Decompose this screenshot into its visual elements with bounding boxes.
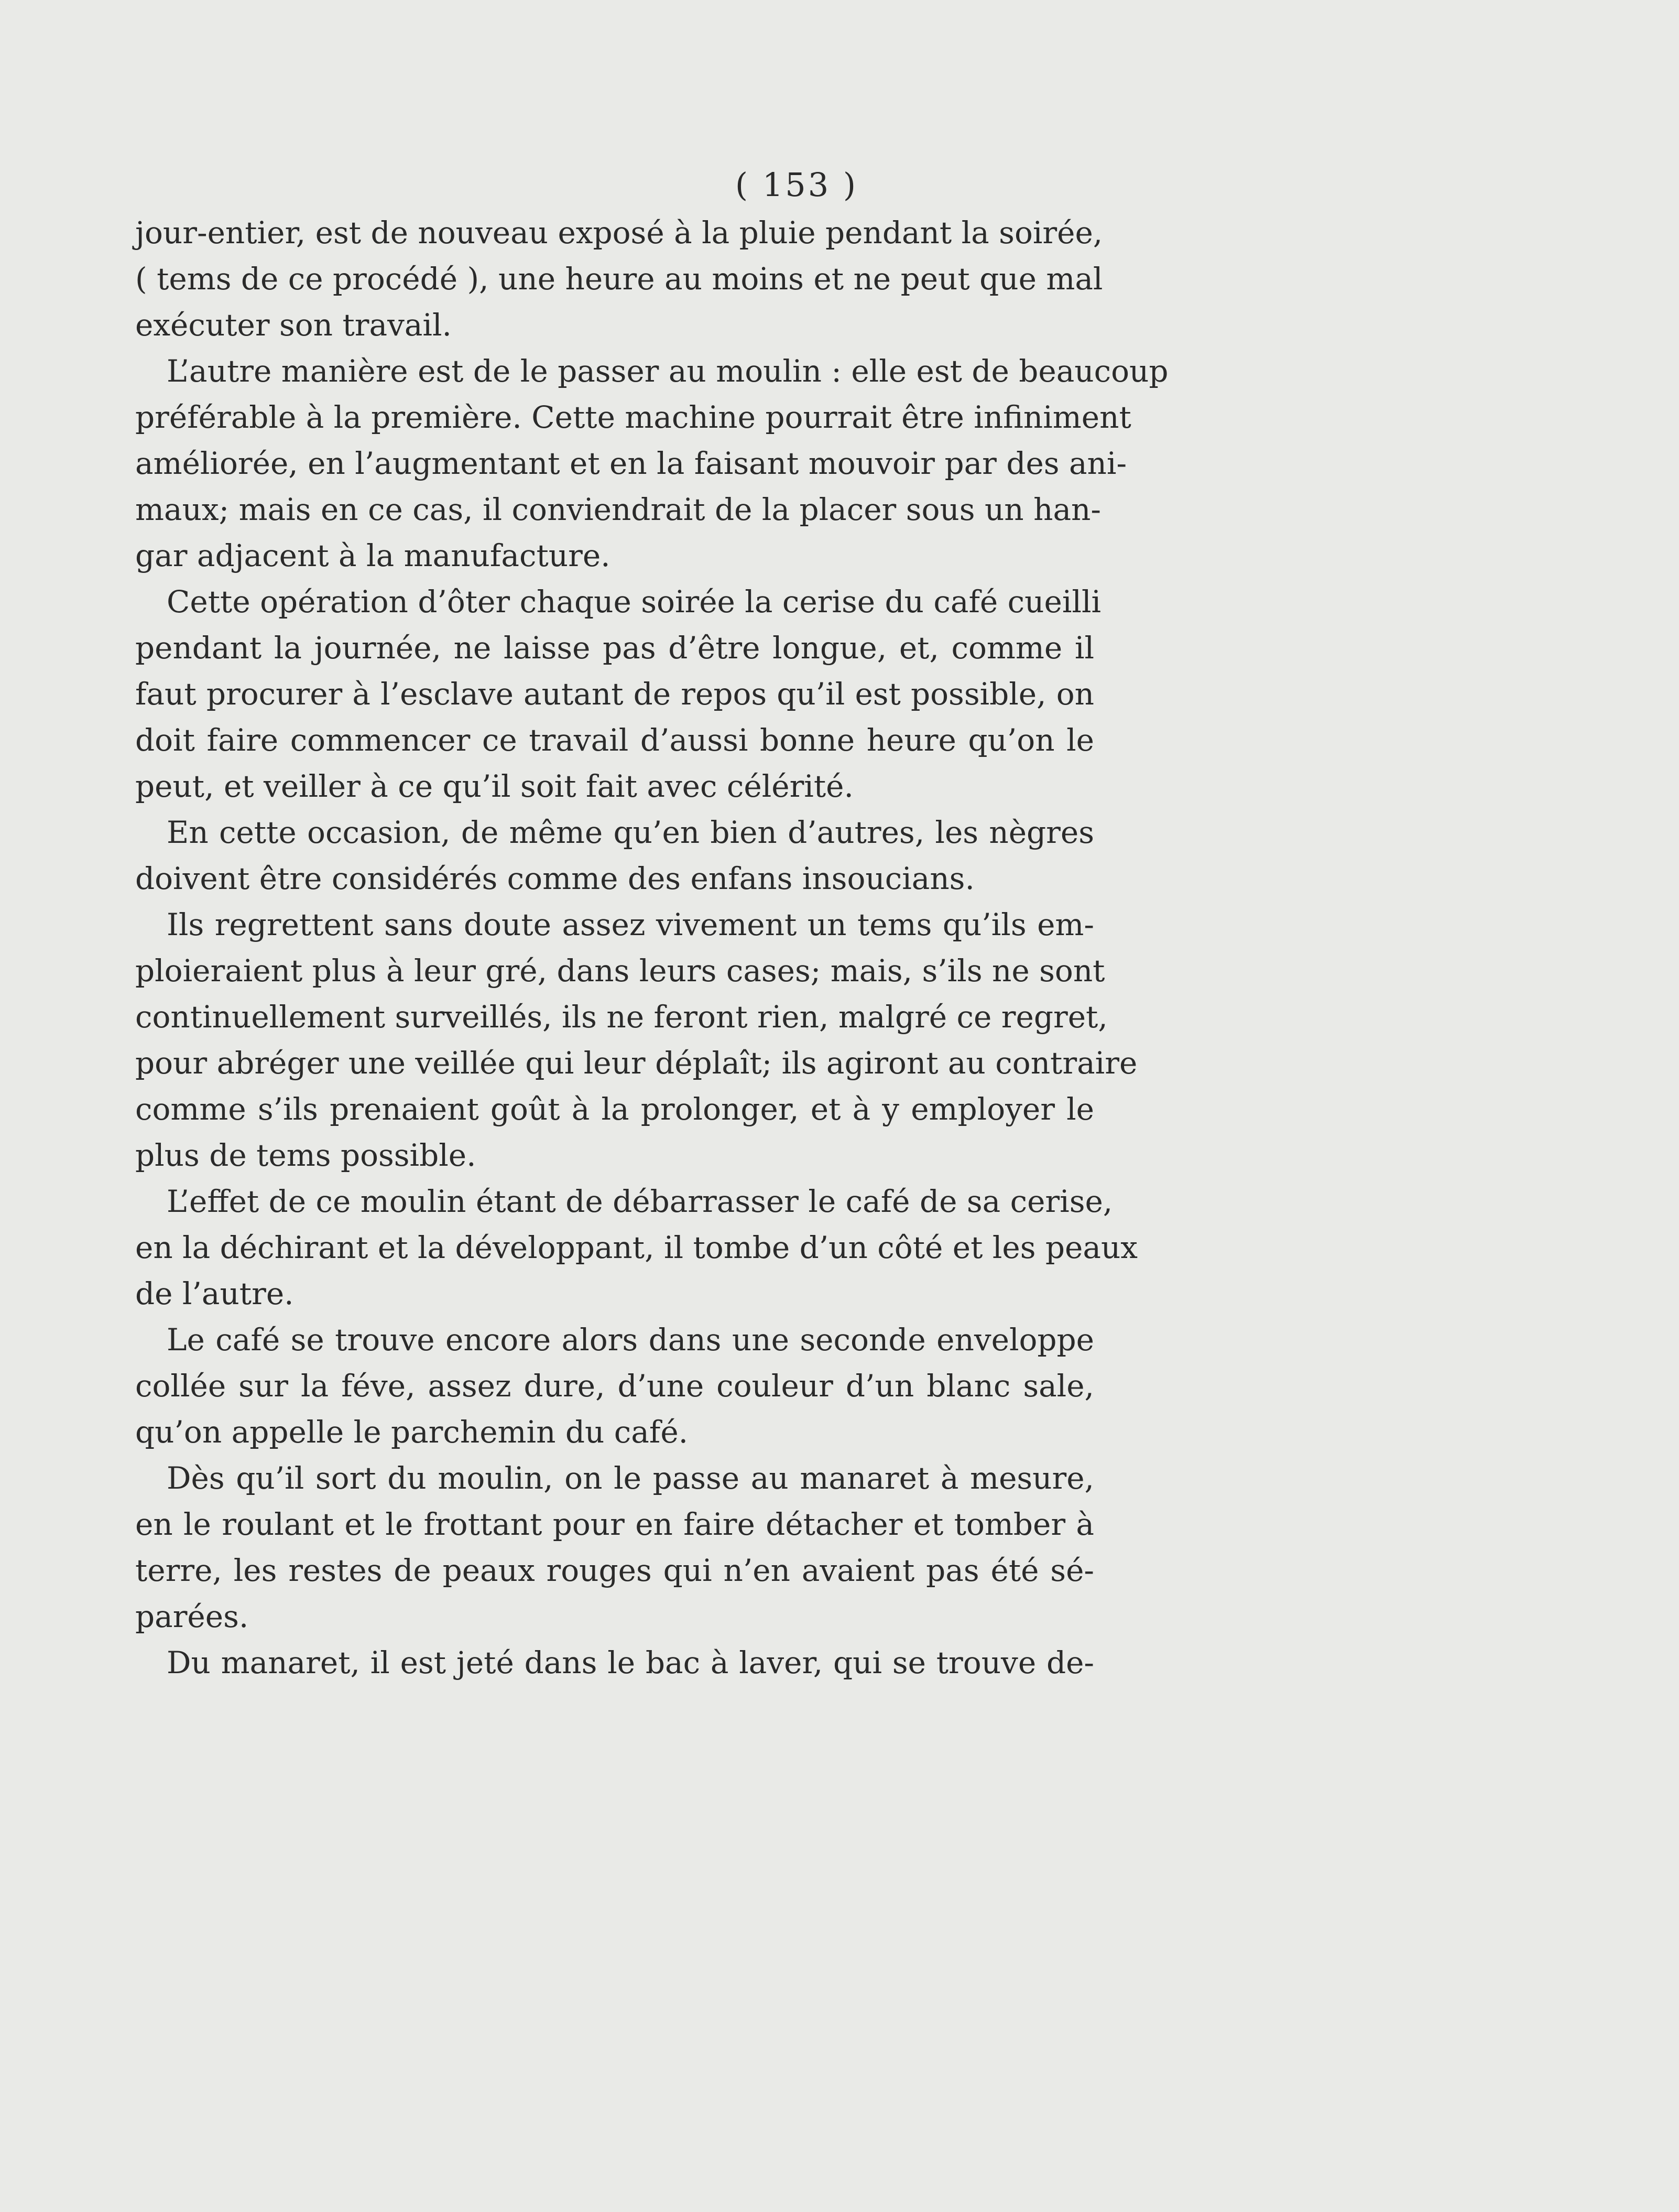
page-number <box>0 166 1679 204</box>
text-line: améliorée, en l’augmentant et en la faisant mouvoir par des ani- <box>135 446 1127 481</box>
text-line: L’autre manière est de le passer au moulin : elle est de beaucoup <box>167 353 1169 389</box>
text-line: en le roulant et le frottant pour en faire détacher et tomber à <box>135 1506 1094 1542</box>
text-line: jour-entier, est de nouveau exposé à la pluie pendant la soirée, <box>135 215 1103 251</box>
text-line: comme s’ils prenaient goût à la prolonger, et à y employer le <box>135 1091 1094 1127</box>
text-line: peut, et veiller à ce qu’il soit fait avec célérité. <box>135 768 854 804</box>
text-line: L’effet de ce moulin étant de débarrasser le café de sa cerise, <box>167 1184 1113 1219</box>
text-line: pendant la journée, ne laisse pas d’être longue, et, comme il <box>135 630 1094 666</box>
text-line: collée sur la féve, assez dure, d’une couleur d’un blanc sale, <box>135 1368 1094 1404</box>
text-line: ( tems de ce procédé ), une heure au moins et ne peut que mal <box>135 261 1103 297</box>
text-line: pour abréger une veillée qui leur déplaît; ils agiront au contraire <box>135 1045 1138 1081</box>
text-line: Ils regrettent sans doute assez vivement un tems qu’ils em- <box>167 907 1094 942</box>
text-line: faut procurer à l’esclave autant de repos qu’il est possible, on <box>135 676 1094 712</box>
text-line: de l’autre. <box>135 1276 294 1311</box>
text-line: terre, les restes de peaux rouges qui n’en avaient pas été sé- <box>135 1553 1094 1588</box>
text-line: en la déchirant et la développant, il tombe d’un côté et les peaux <box>135 1230 1138 1265</box>
text-line: parées. <box>135 1599 249 1634</box>
text-line: Cette opération d’ôter chaque soirée la cerise du café cueilli <box>167 584 1102 620</box>
text-line: plus de tems possible. <box>135 1137 476 1173</box>
text-line: exécuter son travail. <box>135 307 452 343</box>
text-line: Dès qu’il sort du moulin, on le passe au manaret à mesure, <box>167 1460 1094 1496</box>
text-line: Le café se trouve encore alors dans une seconde enveloppe <box>167 1322 1094 1358</box>
text-line: préférable à la première. Cette machine pourrait être infiniment <box>135 399 1131 435</box>
text-line: doit faire commencer ce travail d’aussi bonne heure qu’on le <box>135 722 1094 758</box>
page-number-text: ( 153 ) <box>735 166 858 204</box>
text-line: qu’on appelle le parchemin du café. <box>135 1414 689 1450</box>
text-line: continuellement surveillés, ils ne feront rien, malgré ce regret, <box>135 999 1108 1035</box>
text-line: doivent être considérés comme des enfans insoucians. <box>135 861 975 896</box>
text-line: En cette occasion, de même qu’en bien d’autres, les nègres <box>167 815 1094 850</box>
text-line: Du manaret, il est jeté dans le bac à laver, qui se trouve de- <box>167 1645 1094 1680</box>
body-text <box>135 210 1169 1686</box>
text-line: gar adjacent à la manufacture. <box>135 538 610 573</box>
text-line: maux; mais en ce cas, il conviendrait de la placer sous un han- <box>135 492 1101 527</box>
text-line: ploieraient plus à leur gré, dans leurs cases; mais, s’ils ne sont <box>135 953 1105 989</box>
